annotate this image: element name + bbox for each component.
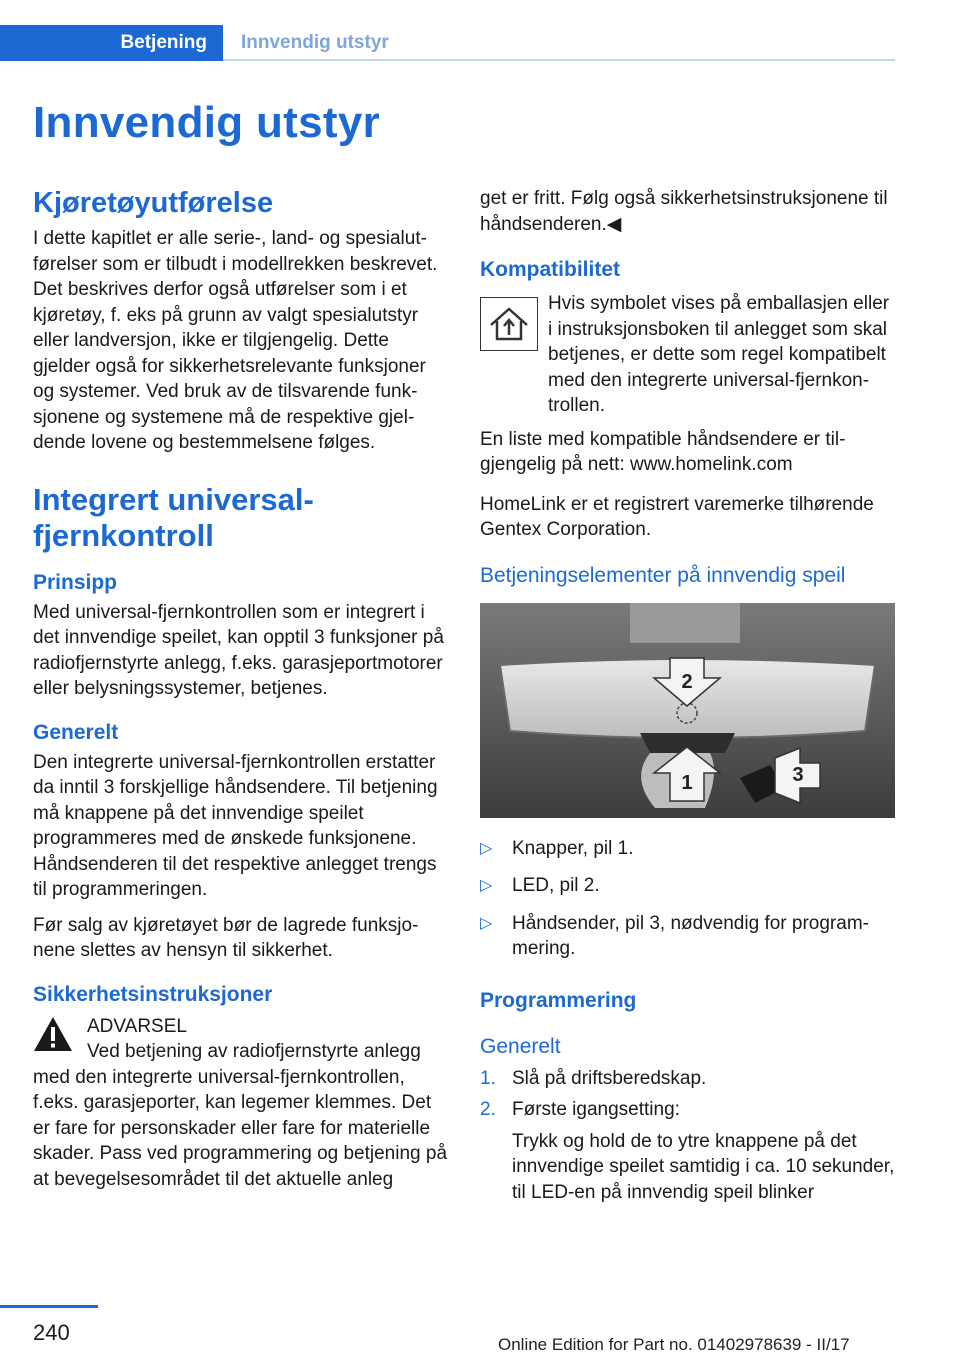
list-item: 1. Slå på driftsberedskap.: [480, 1067, 707, 1089]
tab-innvendig-utstyr[interactable]: Innvendig utstyr: [241, 32, 389, 53]
list-item: 2. Første igangsetting: Trykk og hold de to ytre knappene på det innvendige speilet samtidig i ca. 10 sekunder, til LED-en på innvendig speil blinker: [480, 1097, 896, 1205]
heading-kompatibilitet: Kompatibilitet: [480, 258, 620, 281]
left-column: [33, 186, 449, 1192]
triangle-bullet-icon: ▷: [480, 914, 493, 932]
heading-generelt: Generelt: [33, 720, 119, 744]
list-item: ▷ Håndsender, pil 3, nødvendig for programmering.: [480, 912, 869, 959]
heading-betjeningselementer: Betjeningselementer på innvendig speil: [480, 563, 846, 587]
programming-steps: [480, 1066, 896, 1206]
header-tabbar: [0, 25, 895, 61]
body-prinsipp: Med universal-fjernkontrollen som er integrert i det innvendige speilet, kan opptil 3 funksjoner på radiofjernstyrte anlegg, f.eks. garasjeportmotorer eller belysningssystemer, betjenes.: [33, 601, 444, 699]
heading-generelt-programmering: Generelt: [480, 1034, 561, 1058]
warning-label: ADVARSEL: [87, 1015, 187, 1037]
footer-accent-line: [0, 1305, 98, 1308]
step-2-detail: Trykk og hold de to ytre knappene på det innvendige speilet samtidig i ca. 10 sekunder, til LED-en på innvendig speil blinker: [512, 1130, 895, 1203]
warning-block: [33, 1014, 449, 1065]
compatibility-list: En liste med kompatible håndsendere er tilgjengelig på nett: www.homelink.com: [480, 428, 846, 475]
footer-edition: Online Edition for Part no. 01402978639 - II/17: [498, 1335, 850, 1354]
section-body-kjoretoyutforelse: I dette kapitlet er alle serie-, land- og spesialutførelser som er tilbudt i modellrekken beskrevet. Det beskrives derfor også utførelser som i et kjøretøy, f. eks på grunn av valgt spesialutstyr eller landversjon, ikke er tilgjengelig. Dette gjelder også for sikkerhetsrelevante funksjoner og systemer. Ved bruk av de tilsvarende funksjonene og systemene må de respektive gjeldende lovene og bestemmelsene følges.: [33, 228, 438, 453]
compatibility-text: Hvis symbolet vises på emballasjen eller i instruksjonsboken til anlegget som skal betjenes, er dette som regel kompatibelt med den integrerte universal-fjernkontrollen.: [548, 293, 890, 416]
page-number: 240: [33, 1320, 70, 1345]
section-title-kjoretoyutforelse: Kjøretøyutførelse: [33, 187, 274, 219]
list-item: ▷ LED, pil 2.: [480, 873, 896, 899]
image-label-1: 1: [681, 771, 693, 794]
section-title-fjernkontroll: Integrert universal-fjernkontroll: [33, 481, 314, 553]
compatibility-block: [480, 291, 896, 419]
mirror-illustration: [480, 603, 895, 818]
heading-prinsipp: Prinsipp: [33, 570, 118, 594]
warning-continued: get er fritt. Følg også sikkerhetsinstruksjonene til håndsenderen.◀: [480, 188, 888, 235]
triangle-bullet-icon: ▷: [480, 877, 493, 894]
body-generelt-1: Den integrerte universal-fjernkontrollen erstatter da inntil 3 forskjellige håndsendere. Til betjening må knappene på det innvendige speilet programmeres med de ønskede funksjonene. Håndsenderen til det respektive anlegget trengs til programmeringen.: [33, 751, 438, 900]
image-label-3: 3: [792, 763, 804, 786]
mirror-legend-list: [480, 836, 896, 962]
heading-sikkerhet: Sikkerhetsinstruksjoner: [33, 982, 273, 1006]
warning-first-line: Ved betjening av radiofjernstyrte anlegg: [87, 1041, 421, 1062]
homelink-trademark: HomeLink er et registrert varemerke tilhørende Gentex Corporation.: [480, 493, 874, 540]
page-title: Innvendig utstyr: [33, 98, 381, 147]
mirror-illustration-drawing: [480, 603, 895, 818]
warning-triangle-icon: [33, 1016, 73, 1052]
right-column: [480, 186, 896, 1211]
triangle-bullet-icon: ▷: [480, 839, 493, 857]
homelink-house-icon: [480, 297, 538, 351]
warning-body: med den integrerte universal-fjernkontrollen, f.eks. garasjeporter, kan legemer klemmes. Det er fare for personskader eller fare for materielle skader. Pass ved programmering og betjening på at bevegelsesområdet til det aktuelle anleg: [33, 1066, 448, 1190]
heading-programmering: Programmering: [480, 988, 637, 1012]
tab-underline: [223, 59, 895, 61]
body-generelt-2: Før salg av kjøretøyet bør de lagrede funksjonene slettes av hensyn til sikkerhet.: [33, 914, 419, 961]
image-label-2: 2: [681, 670, 693, 693]
list-item: ▷ Knapper, pil 1.: [480, 836, 896, 862]
tab-betjening[interactable]: Betjening: [0, 25, 223, 61]
